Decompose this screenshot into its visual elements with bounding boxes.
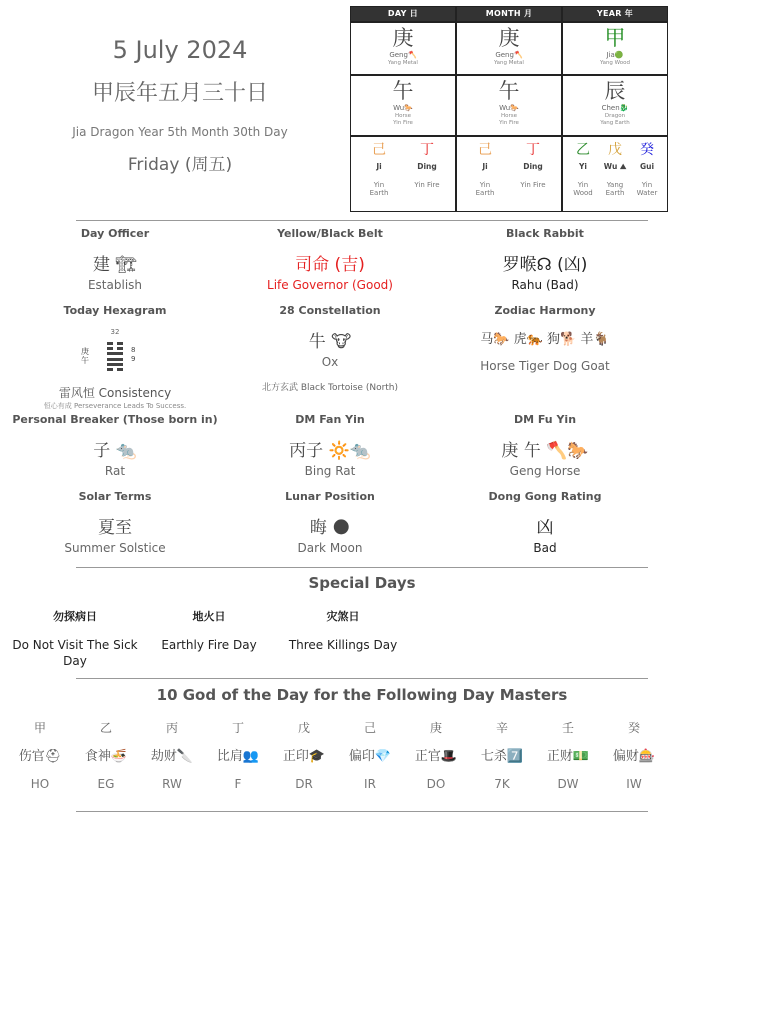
heavenly-stem bbox=[563, 23, 667, 74]
ten-god-abbr: DO bbox=[426, 777, 446, 791]
fu-yin-en: Geng Horse bbox=[509, 464, 581, 478]
stem-element: Yang Wood bbox=[599, 60, 631, 66]
day-officer-cn: 建 🏗 bbox=[93, 255, 137, 275]
belt-en: Life Governor (Good) bbox=[267, 278, 393, 292]
fan-yin-heading: DM Fan Yin bbox=[295, 413, 365, 426]
today-hexagram bbox=[0, 304, 230, 411]
constellation-cn: 牛 🐮 bbox=[308, 332, 352, 352]
pillar-header: MONTH 月 bbox=[457, 7, 561, 21]
solar-terms-heading: Solar Terms bbox=[78, 490, 152, 503]
branch-animal: Horse bbox=[500, 113, 517, 119]
day-pillar bbox=[351, 7, 455, 211]
hidden-stem-char: 癸 bbox=[640, 142, 654, 158]
ten-god-column bbox=[78, 720, 134, 792]
branch-name: Chen🐉 bbox=[601, 104, 629, 112]
divider bbox=[76, 567, 648, 568]
black-rabbit bbox=[430, 227, 660, 293]
date-block bbox=[60, 30, 300, 176]
pillar-header: YEAR 年 bbox=[563, 7, 667, 21]
lunar-position-heading: Lunar Position bbox=[285, 490, 375, 503]
ten-god-name: 劫财🔪 bbox=[150, 749, 194, 764]
stem-char: 庚 bbox=[498, 26, 520, 50]
branch-char: 午 bbox=[498, 79, 520, 103]
fu-yin-cn: 庚 午 🪓🐎 bbox=[501, 441, 589, 461]
ten-god-abbr: IW bbox=[626, 777, 642, 791]
special-day-cn: 灾煞日 bbox=[326, 610, 360, 623]
gregorian-date: 5 July 2024 bbox=[112, 36, 248, 64]
hidden-stem-char: 乙 bbox=[576, 142, 590, 158]
day-master: 辛 bbox=[495, 721, 508, 735]
hexagram-upper-stem: 庚 bbox=[81, 347, 89, 356]
ten-god-name: 比肩👥 bbox=[216, 749, 260, 764]
belt-heading: Yellow/Black Belt bbox=[277, 227, 383, 240]
hidden-stems bbox=[351, 137, 455, 211]
ten-god-name: 正财💵 bbox=[546, 749, 590, 764]
black-rabbit-cn: 罗喉☊ (凶) bbox=[502, 255, 588, 275]
four-pillars-table bbox=[350, 6, 668, 212]
personal-breaker-heading: Personal Breaker (Those born in) bbox=[12, 413, 218, 426]
ten-god-abbr: EG bbox=[97, 777, 115, 791]
branch-element: Yin Fire bbox=[393, 120, 413, 126]
ten-god-column bbox=[342, 720, 398, 792]
fan-yin-cn: 丙子 🔆🐀 bbox=[289, 441, 371, 461]
ten-god-abbr: F bbox=[234, 777, 242, 791]
ten-god-abbr: IR bbox=[364, 777, 376, 791]
earthly-branch bbox=[351, 76, 455, 135]
branch-name: Wu🐎 bbox=[499, 104, 519, 112]
hidden-stem bbox=[470, 141, 500, 197]
day-master: 甲 bbox=[33, 721, 46, 735]
branch-name: Wu🐎 bbox=[393, 104, 413, 112]
day-master: 乙 bbox=[99, 721, 112, 735]
earthly-branch bbox=[563, 76, 667, 135]
hidden-stem bbox=[632, 141, 662, 197]
hexagram-lower-number: 9 bbox=[131, 355, 136, 363]
hidden-stem-element: Yin Earth bbox=[475, 181, 495, 197]
hidden-stem bbox=[600, 141, 630, 197]
stem-char: 甲 bbox=[604, 26, 626, 50]
lunar-position-en: Dark Moon bbox=[297, 541, 363, 555]
hidden-stem-element: Yang Earth bbox=[605, 181, 625, 197]
branch-element: Yin Fire bbox=[499, 120, 519, 126]
hexagram-note: 恒心有成 Perseverance Leads To Success. bbox=[43, 402, 187, 410]
ten-god-name: 偏印💎 bbox=[348, 749, 392, 764]
branch-element: Yang Earth bbox=[600, 120, 630, 126]
heavenly-stem bbox=[457, 23, 561, 74]
stem-name: Jia🟢 bbox=[606, 51, 624, 59]
hidden-stem-element: Yin Water bbox=[636, 181, 658, 197]
black-rabbit-heading: Black Rabbit bbox=[506, 227, 584, 240]
day-officer-en: Establish bbox=[87, 278, 143, 292]
solar-terms-en: Summer Solstice bbox=[64, 541, 166, 555]
hidden-stem-pinyin: Ji bbox=[376, 162, 382, 171]
belt bbox=[215, 227, 445, 293]
stem-name: Geng🪓 bbox=[389, 51, 417, 59]
pillar-header: DAY 日 bbox=[351, 7, 455, 21]
black-rabbit-en: Rahu (Bad) bbox=[511, 278, 579, 292]
divider bbox=[76, 678, 648, 679]
fan-yin-en: Bing Rat bbox=[304, 464, 356, 478]
branch-char: 午 bbox=[392, 79, 414, 103]
hexagram-name: 雷风恒 Consistency bbox=[58, 386, 172, 400]
dm-fu-yin bbox=[430, 413, 660, 479]
day-master: 丙 bbox=[165, 721, 178, 735]
ten-god-column bbox=[210, 720, 266, 792]
branch-animal: Horse bbox=[394, 113, 411, 119]
special-day-en: Do Not Visit The Sick Day bbox=[12, 638, 138, 668]
branch-animal: Dragon bbox=[604, 113, 626, 119]
divider bbox=[76, 220, 648, 221]
special-day-cn: 勿探病日 bbox=[53, 610, 97, 623]
personal-breaker-cn: 子 🐀 bbox=[93, 441, 137, 461]
lunar-position bbox=[215, 490, 445, 556]
belt-cn: 司命 (吉) bbox=[295, 255, 365, 275]
ten-god-name: 正印🎓 bbox=[282, 749, 326, 764]
stem-name: Geng🪓 bbox=[495, 51, 523, 59]
hexagram-number: 32 bbox=[110, 328, 120, 336]
special-day-item bbox=[150, 609, 268, 653]
ten-god-column bbox=[408, 720, 464, 792]
ten-gods-title: 10 God of the Day for the Following Day Masters bbox=[156, 686, 568, 704]
year-pillar bbox=[563, 7, 667, 211]
ten-god-name: 伤官⛑ bbox=[18, 749, 62, 764]
hidden-stem-char: 戊 bbox=[608, 142, 622, 158]
fu-yin-heading: DM Fu Yin bbox=[513, 413, 577, 426]
ten-god-column bbox=[606, 720, 662, 792]
ten-god-abbr: RW bbox=[162, 777, 182, 791]
personal-breaker bbox=[0, 413, 230, 479]
ten-god-name: 正官🎩 bbox=[414, 749, 458, 764]
solar-terms-cn: 夏至 bbox=[98, 518, 132, 538]
lunar-position-cn: 晦 🌑 bbox=[309, 518, 351, 538]
day-master: 壬 bbox=[561, 721, 574, 735]
earthly-branch bbox=[457, 76, 561, 135]
lunar-date-english: Jia Dragon Year 5th Month 30th Day bbox=[72, 125, 288, 139]
dong-gong-heading: Dong Gong Rating bbox=[488, 490, 602, 503]
hidden-stem-pinyin: Wu ⛰ bbox=[603, 162, 627, 171]
dong-gong-cn: 凶 bbox=[536, 518, 554, 538]
solar-terms bbox=[0, 490, 230, 556]
zodiac-harmony bbox=[430, 304, 660, 374]
dong-gong-rating bbox=[430, 490, 660, 556]
stem-char: 庚 bbox=[392, 26, 414, 50]
special-day-en: Three Killings Day bbox=[288, 638, 398, 652]
lunar-date-chinese: 甲辰年五月三十日 bbox=[91, 81, 268, 106]
branch-char: 辰 bbox=[604, 79, 626, 103]
special-days-title: Special Days bbox=[308, 574, 416, 592]
ten-god-name: 食神🍜 bbox=[84, 749, 128, 764]
hidden-stem bbox=[412, 141, 442, 197]
ten-god-column bbox=[474, 720, 530, 792]
hidden-stem-element: Yin Fire bbox=[414, 181, 440, 189]
hidden-stem-pinyin: Ding bbox=[417, 162, 437, 171]
ten-god-column bbox=[12, 720, 68, 792]
day-master: 戊 bbox=[297, 721, 310, 735]
ten-god-column bbox=[540, 720, 596, 792]
hidden-stem-char: 丁 bbox=[420, 142, 434, 158]
special-day-item bbox=[280, 609, 406, 653]
hidden-stem-char: 己 bbox=[478, 142, 492, 158]
ten-god-abbr: 7K bbox=[494, 777, 510, 791]
hidden-stem-char: 己 bbox=[372, 142, 386, 158]
hidden-stem-char: 丁 bbox=[526, 142, 540, 158]
day-master: 庚 bbox=[429, 721, 442, 735]
special-day-item bbox=[6, 609, 144, 669]
personal-breaker-en: Rat bbox=[104, 464, 126, 478]
hexagram-upper-number: 8 bbox=[131, 346, 136, 354]
hidden-stems bbox=[457, 137, 561, 211]
zodiac-harmony-cn: 马🐎 虎🐅 狗🐕 羊🐐 bbox=[480, 332, 610, 347]
dong-gong-en: Bad bbox=[533, 541, 557, 555]
hidden-stem-element: Yin Wood bbox=[573, 181, 593, 197]
ten-god-column bbox=[144, 720, 200, 792]
day-officer-heading: Day Officer bbox=[80, 227, 150, 240]
hidden-stem-pinyin: Yi bbox=[578, 162, 587, 171]
hidden-stem bbox=[364, 141, 394, 197]
hidden-stems bbox=[563, 137, 667, 211]
hidden-stem-element: Yin Fire bbox=[520, 181, 546, 189]
hidden-stem-element: Yin Earth bbox=[369, 181, 389, 197]
zodiac-harmony-en: Horse Tiger Dog Goat bbox=[480, 359, 610, 373]
month-pillar bbox=[457, 7, 561, 211]
ten-god-column bbox=[276, 720, 332, 792]
hidden-stem-pinyin: Ding bbox=[523, 162, 543, 171]
hexagram-figure bbox=[75, 328, 155, 378]
special-day-cn: 地火日 bbox=[192, 610, 226, 623]
hexagram-lines-icon bbox=[107, 342, 123, 373]
hidden-stem bbox=[568, 141, 598, 197]
day-master: 癸 bbox=[627, 721, 640, 735]
special-day-en: Earthly Fire Day bbox=[161, 638, 257, 652]
day-master: 己 bbox=[363, 721, 376, 735]
stem-element: Yang Metal bbox=[494, 60, 524, 66]
stem-element: Yang Metal bbox=[388, 60, 418, 66]
ten-god-name: 偏财🎰 bbox=[612, 749, 656, 764]
day-officer bbox=[0, 227, 230, 293]
hidden-stem-pinyin: Gui bbox=[639, 162, 655, 171]
zodiac-harmony-heading: Zodiac Harmony bbox=[494, 304, 596, 317]
weekday: Friday (周五) bbox=[127, 155, 233, 175]
constellation-heading: 28 Constellation bbox=[279, 304, 381, 317]
ten-god-abbr: DR bbox=[295, 777, 313, 791]
constellation-note: 北方玄武 Black Tortoise (North) bbox=[261, 383, 399, 393]
constellation-en: Ox bbox=[321, 355, 339, 369]
hexagram-lower-branch: 午 bbox=[81, 356, 89, 365]
hidden-stem-pinyin: Ji bbox=[482, 162, 488, 171]
hexagram-heading: Today Hexagram bbox=[63, 304, 167, 317]
hidden-stem bbox=[518, 141, 548, 197]
heavenly-stem bbox=[351, 23, 455, 74]
ten-god-abbr: DW bbox=[557, 777, 579, 791]
ten-god-name: 七杀7️⃣ bbox=[480, 749, 524, 764]
day-master: 丁 bbox=[231, 721, 244, 735]
ten-god-abbr: HO bbox=[30, 777, 50, 791]
dm-fan-yin bbox=[215, 413, 445, 479]
constellation bbox=[215, 304, 445, 394]
divider bbox=[76, 811, 648, 812]
